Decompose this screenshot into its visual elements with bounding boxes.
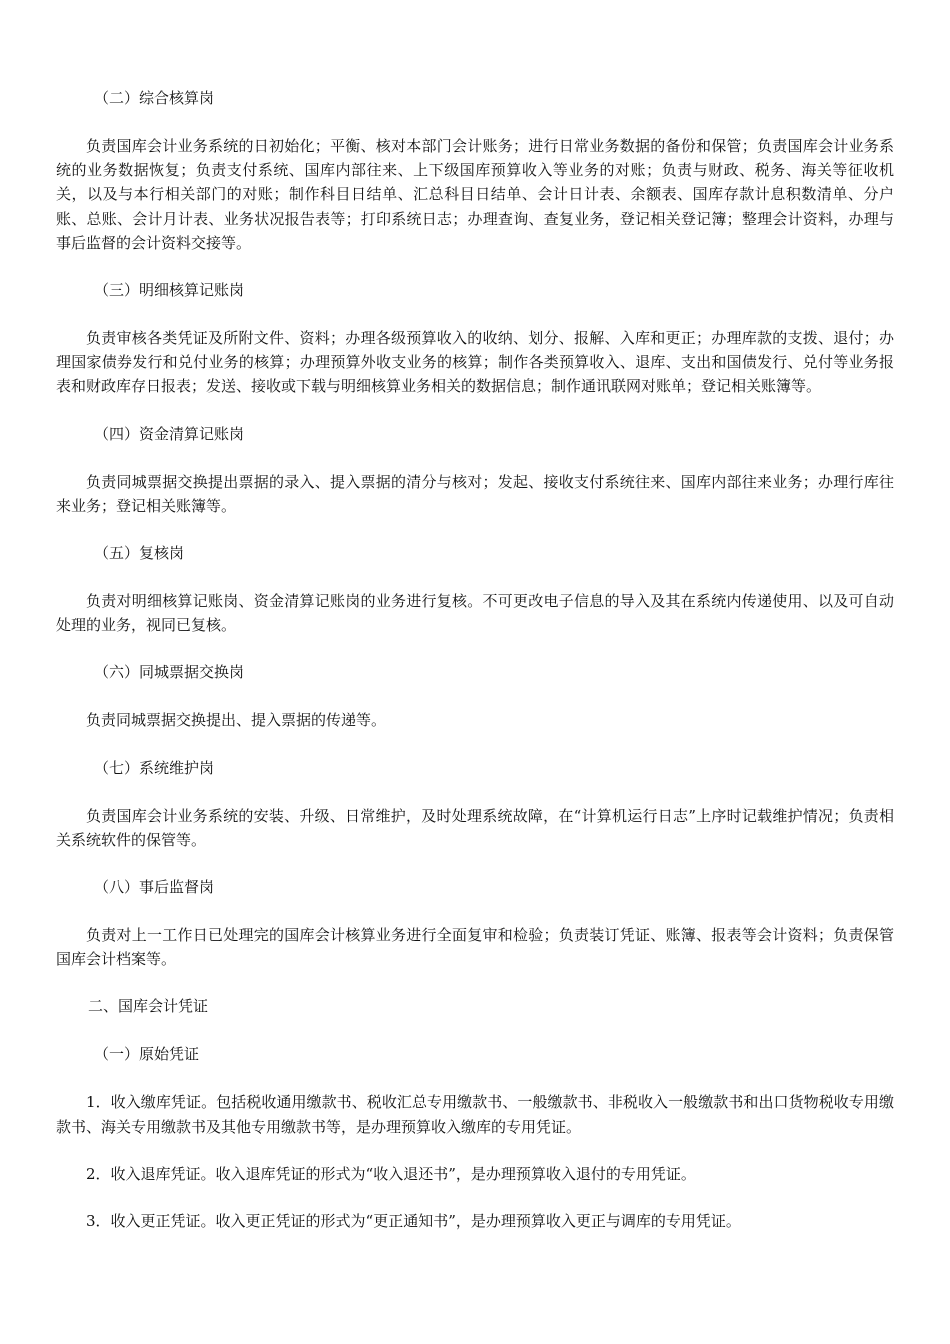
section-heading: （六）同城票据交换岗 [94, 663, 245, 682]
section-body: 负责对明细核算记账岗、资金清算记账岗的业务进行复核。不可更改电子信息的导入及其在系统内传递使用、以及可自动处理的业务，视同已复核。 [56, 592, 894, 635]
section-body: 负责审核各类凭证及所附文件、资料；办理各级预算收入的收纳、划分、报解、入库和更正；办理库款的支拨、退付；办理国家债券发行和兑付业务的核算；办理预算外收支业务的核算；制作各类预算收入、退库、支出和国债发行、兑付等业务报表和财政库存日报表；发送、接收或下载与明细核算业务相关的数据信息；制作通讯联网对账单；登记相关账簿等。 [56, 329, 894, 396]
list-item: 2．收入退库凭证。收入退库凭证的形式为“收入退还书”，是办理预算收入退付的专用凭证。 [86, 1164, 696, 1183]
document-page [56, 86, 894, 1233]
section-body: 负责国库会计业务系统的日初始化；平衡、核对本部门会计账务；进行日常业务数据的备份和保管；负责国库会计业务系统的业务数据恢复；负责支付系统、国库内部往来、上下级国库预算收入等业务的对账；负责与财政、税务、海关等征收机关，以及与本行相关部门的对账；制作科目日结单、汇总科目日结单、会计日计表、余额表、国库存款计息积数清单、分户账、总账、会计月计表、业务状况报告表等；打印系统日志；办理查询、查复业务，登记相关登记簿；整理会计资料，办理与事后监督的会计资料交接等。 [56, 137, 894, 252]
list-item: 3．收入更正凭证。收入更正凭证的形式为“更正通知书”，是办理预算收入更正与调库的专用凭证。 [86, 1212, 741, 1231]
section-heading: （四）资金清算记账岗 [94, 424, 245, 443]
section-heading: （八）事后监督岗 [94, 878, 215, 897]
section-heading: （五）复核岗 [94, 544, 185, 563]
section-body: 负责对上一工作日已处理完的国库会计核算业务进行全面复审和检验；负责装订凭证、账簿、报表等会计资料；负责保管国库会计档案等。 [56, 926, 894, 969]
section-heading: （二）综合核算岗 [94, 89, 215, 107]
section-heading: （七）系统维护岗 [94, 758, 215, 777]
section-heading: （三）明细核算记账岗 [94, 281, 245, 300]
part-heading: 二、国库会计凭证 [88, 997, 209, 1016]
list-item: 1．收入缴库凭证。包括税收通用缴款书、税收汇总专用缴款书、一般缴款书、非税收入一般缴款书和出口货物税收专用缴款书、海关专用缴款书及其他专用缴款书等，是办理预算收入缴库的专用凭证。 [56, 1093, 894, 1136]
subsection-heading: （一）原始凭证 [94, 1045, 200, 1064]
section-body: 负责同城票据交换提出票据的录入、提入票据的清分与核对；发起、接收支付系统往来、国库内部往来业务；办理行库往来业务；登记相关账簿等。 [56, 472, 894, 515]
section-body: 负责同城票据交换提出、提入票据的传递等。 [86, 711, 387, 730]
section-body: 负责国库会计业务系统的安装、升级、日常维护，及时处理系统故障，在“计算机运行日志”上序时记载维护情况；负责相关系统软件的保管等。 [56, 806, 894, 849]
